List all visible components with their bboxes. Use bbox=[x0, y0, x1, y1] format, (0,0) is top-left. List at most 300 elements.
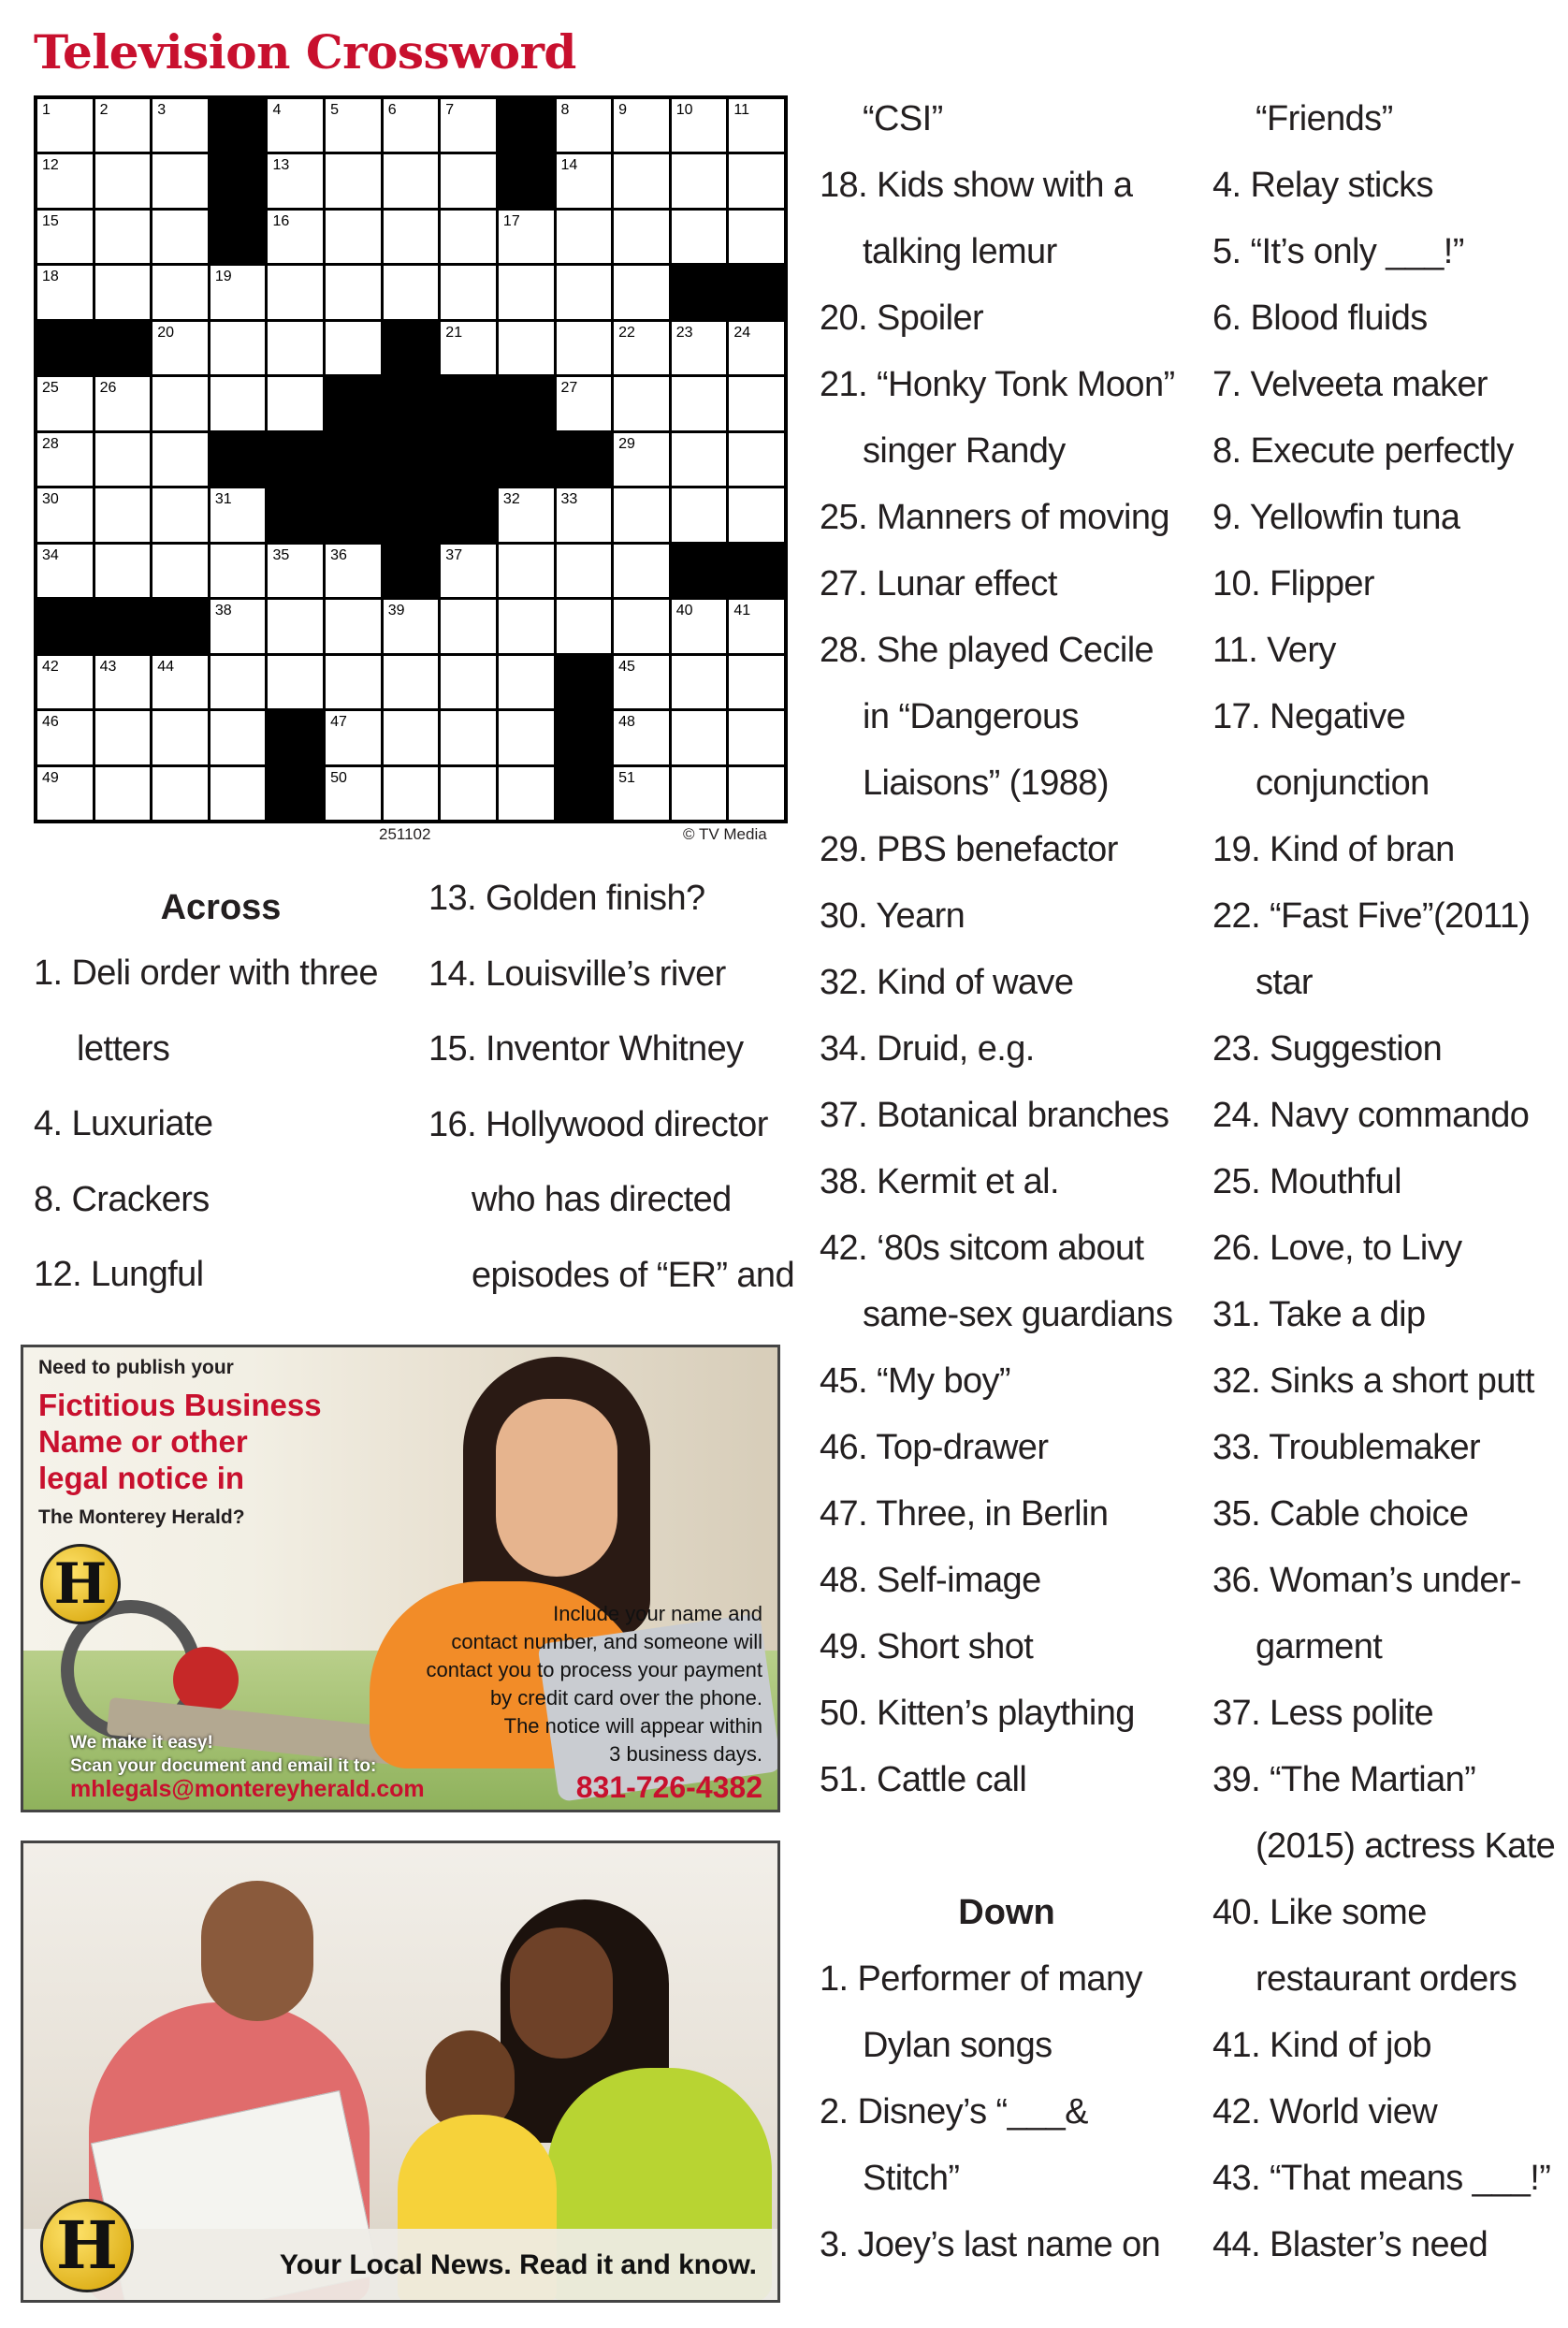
grid-cell[interactable] bbox=[37, 154, 93, 207]
grid-cell[interactable] bbox=[37, 377, 93, 429]
clue-line bbox=[820, 684, 1194, 750]
clue-line bbox=[820, 219, 1194, 285]
cell-number: 45 bbox=[618, 658, 635, 675]
clue-line bbox=[34, 1011, 408, 1087]
grid-cell[interactable] bbox=[211, 322, 266, 374]
grid-cell[interactable] bbox=[384, 99, 439, 152]
grid-cell[interactable] bbox=[95, 545, 151, 597]
clue-line bbox=[820, 1215, 1194, 1282]
puzzle-credit: © TV Media bbox=[683, 825, 767, 843]
clue-text: 41. Kind of job bbox=[1212, 2026, 1431, 2065]
grid-cell[interactable] bbox=[95, 99, 151, 152]
grid-cell-black bbox=[557, 433, 612, 486]
grid-cell[interactable] bbox=[614, 711, 669, 764]
grid-cell[interactable] bbox=[268, 211, 323, 263]
grid-cell[interactable] bbox=[326, 99, 381, 152]
clue-line bbox=[820, 1149, 1194, 1215]
grid-cell[interactable] bbox=[211, 767, 266, 820]
clue-line bbox=[1212, 1481, 1568, 1548]
clue-line bbox=[1212, 1813, 1568, 1880]
clue-line bbox=[1212, 1747, 1568, 1813]
grid-cell[interactable] bbox=[268, 377, 323, 429]
cell-number: 27 bbox=[560, 380, 578, 397]
grid-cell[interactable] bbox=[729, 600, 784, 652]
grid-cell-black bbox=[152, 600, 208, 652]
clue-text: 32. Sinks a short putt bbox=[1212, 1361, 1534, 1401]
clue-text: 50. Kitten’s plaything bbox=[820, 1694, 1135, 1733]
grid-cell[interactable] bbox=[672, 154, 727, 207]
clue-text: 42. World view bbox=[1212, 2092, 1438, 2132]
grid-cell[interactable] bbox=[499, 266, 554, 318]
cell-number: 44 bbox=[157, 658, 175, 675]
clue-line bbox=[820, 1083, 1194, 1149]
woman-face-illustration bbox=[510, 1928, 613, 2059]
clue-text: 31. Take a dip bbox=[1212, 1295, 1426, 1334]
grid-cell[interactable] bbox=[37, 211, 93, 263]
cell-number: 37 bbox=[445, 546, 463, 563]
ad-tagline: Your Local News. Read it and know. bbox=[279, 2249, 757, 2280]
clue-text: 40. Like some bbox=[1212, 1893, 1427, 1932]
clue-text: 37. Less polite bbox=[1212, 1694, 1434, 1733]
grid-cell-black bbox=[268, 488, 323, 541]
cell-number: 17 bbox=[502, 212, 520, 229]
grid-cell[interactable] bbox=[152, 656, 208, 708]
clue-line bbox=[1212, 1946, 1568, 2013]
grid-cell[interactable] bbox=[268, 600, 323, 652]
cell-number: 29 bbox=[618, 435, 635, 452]
grid-cell[interactable] bbox=[441, 99, 496, 152]
clue-text: 33. Troublemaker bbox=[1212, 1428, 1481, 1467]
clue-line bbox=[1212, 750, 1568, 817]
grid-cell[interactable] bbox=[326, 656, 381, 708]
clue-text: 4. Relay sticks bbox=[1212, 166, 1433, 205]
cell-number: 18 bbox=[42, 269, 59, 285]
clue-text: Stitch” bbox=[863, 2159, 960, 2198]
grid-cell[interactable] bbox=[441, 600, 496, 652]
grid-cell-black bbox=[557, 711, 612, 764]
clue-line bbox=[1212, 1614, 1568, 1681]
grid-cell[interactable] bbox=[326, 545, 381, 597]
clue-text: talking lemur bbox=[863, 232, 1057, 271]
grid-cell[interactable] bbox=[441, 154, 496, 207]
cell-number: 24 bbox=[733, 324, 751, 341]
grid-cell[interactable] bbox=[614, 488, 669, 541]
grid-cell[interactable] bbox=[557, 545, 612, 597]
grid-cell[interactable] bbox=[441, 767, 496, 820]
clue-line bbox=[428, 861, 803, 937]
clue-text: 47. Three, in Berlin bbox=[820, 1494, 1109, 1534]
cell-number: 22 bbox=[618, 324, 635, 341]
grid-cell[interactable] bbox=[152, 322, 208, 374]
grid-cell-black bbox=[384, 322, 439, 374]
clue-text: 9. Yellowfin tuna bbox=[1212, 498, 1460, 537]
clue-text: 44. Blaster’s need bbox=[1212, 2225, 1488, 2264]
grid-cell-black bbox=[672, 545, 727, 597]
grid-cell[interactable] bbox=[672, 377, 727, 429]
cell-number: 5 bbox=[330, 102, 339, 118]
down-column-4 bbox=[1212, 86, 1568, 2278]
grid-cell-black bbox=[37, 600, 93, 652]
cell-number: 25 bbox=[42, 380, 59, 397]
grid-cell[interactable] bbox=[499, 211, 554, 263]
cell-number: 7 bbox=[445, 102, 455, 118]
grid-cell[interactable] bbox=[152, 154, 208, 207]
grid-cell[interactable] bbox=[95, 377, 151, 429]
clue-line bbox=[1212, 352, 1568, 418]
clue-line bbox=[820, 817, 1194, 883]
grid-cell-black bbox=[384, 488, 439, 541]
grid-cell[interactable] bbox=[614, 211, 669, 263]
grid-cell-black bbox=[441, 488, 496, 541]
grid-cell[interactable] bbox=[211, 545, 266, 597]
clue-line bbox=[1212, 1282, 1568, 1348]
grid-cell[interactable] bbox=[384, 266, 439, 318]
clue-line bbox=[1212, 1880, 1568, 1946]
clue-text: 51. Cattle call bbox=[820, 1760, 1027, 1799]
clue-line bbox=[1212, 950, 1568, 1016]
grid-cell[interactable] bbox=[557, 377, 612, 429]
grid-cell[interactable] bbox=[614, 767, 669, 820]
grid-cell-black bbox=[499, 377, 554, 429]
grid-cell[interactable] bbox=[384, 656, 439, 708]
grid-cell[interactable] bbox=[326, 266, 381, 318]
grid-cell-black bbox=[326, 433, 381, 486]
grid-cell[interactable] bbox=[729, 322, 784, 374]
grid-cell[interactable] bbox=[211, 711, 266, 764]
clue-line bbox=[428, 937, 803, 1012]
clue-text: singer Randy bbox=[863, 431, 1066, 471]
grid-cell[interactable] bbox=[614, 377, 669, 429]
grid-cell[interactable] bbox=[672, 767, 727, 820]
cell-number: 10 bbox=[675, 102, 693, 118]
grid-cell[interactable] bbox=[326, 711, 381, 764]
grid-cell[interactable] bbox=[499, 767, 554, 820]
grid-cell[interactable] bbox=[672, 711, 727, 764]
grid-cell[interactable] bbox=[729, 711, 784, 764]
clue-text: 15. Inventor Whitney bbox=[428, 1029, 744, 1069]
grid-cell[interactable] bbox=[499, 656, 554, 708]
cell-number: 41 bbox=[733, 603, 751, 619]
clue-text: 25. Mouthful bbox=[1212, 1162, 1401, 1201]
grid-cell[interactable] bbox=[384, 600, 439, 652]
clue-text: episodes of “ER” and bbox=[472, 1255, 794, 1295]
clue-line bbox=[820, 1681, 1194, 1747]
clue-text: 14. Louisville’s river bbox=[428, 953, 726, 994]
grid-cell[interactable] bbox=[37, 767, 93, 820]
page-title: Television Crossword bbox=[34, 24, 576, 80]
grid-cell[interactable] bbox=[441, 656, 496, 708]
grid-cell[interactable] bbox=[499, 600, 554, 652]
grid-cell[interactable] bbox=[557, 211, 612, 263]
clue-line bbox=[820, 285, 1194, 352]
ad-phone-number[interactable]: 831-726-4382 bbox=[575, 1770, 762, 1804]
grid-cell[interactable] bbox=[672, 656, 727, 708]
crossword-grid[interactable] bbox=[34, 95, 788, 823]
grid-cell[interactable] bbox=[37, 99, 93, 152]
grid-cell[interactable] bbox=[614, 322, 669, 374]
cell-number: 16 bbox=[272, 212, 290, 229]
grid-cell[interactable] bbox=[211, 377, 266, 429]
cell-number: 2 bbox=[99, 102, 109, 118]
grid-cell[interactable] bbox=[499, 322, 554, 374]
grid-cell[interactable] bbox=[672, 488, 727, 541]
clue-text: 20. Spoiler bbox=[820, 298, 984, 338]
grid-cell[interactable] bbox=[614, 545, 669, 597]
clue-text: Liaisons” (1988) bbox=[863, 764, 1109, 803]
grid-cell[interactable] bbox=[95, 211, 151, 263]
grid-cell[interactable] bbox=[95, 154, 151, 207]
grid-cell[interactable] bbox=[441, 322, 496, 374]
grid-cell[interactable] bbox=[729, 656, 784, 708]
clue-text: 7. Velveeta maker bbox=[1212, 365, 1488, 404]
clue-line bbox=[1212, 485, 1568, 551]
grid-cell[interactable] bbox=[729, 211, 784, 263]
grid-cell[interactable] bbox=[326, 600, 381, 652]
grid-cell[interactable] bbox=[557, 322, 612, 374]
clue-text: 38. Kermit et al. bbox=[820, 1162, 1059, 1201]
grid-cell-black bbox=[384, 433, 439, 486]
clue-text: 11. Very bbox=[1212, 631, 1336, 670]
grid-cell[interactable] bbox=[614, 656, 669, 708]
clue-line bbox=[1212, 817, 1568, 883]
grid-cell[interactable] bbox=[557, 488, 612, 541]
grid-cell[interactable] bbox=[152, 99, 208, 152]
grid-cell-black bbox=[211, 433, 266, 486]
cell-number: 50 bbox=[330, 769, 347, 786]
clue-text: 42. ‘80s sitcom about bbox=[820, 1229, 1144, 1268]
cell-number: 1 bbox=[42, 102, 51, 118]
herald-logo-icon: H bbox=[40, 1544, 121, 1624]
grid-cell[interactable] bbox=[95, 433, 151, 486]
grid-cell[interactable] bbox=[729, 99, 784, 152]
grid-cell[interactable] bbox=[729, 767, 784, 820]
clue-text: 16. Hollywood director bbox=[428, 1104, 768, 1144]
grid-cell[interactable] bbox=[672, 211, 727, 263]
clue-text: 17. Negative bbox=[1212, 697, 1406, 736]
grid-cell-black bbox=[37, 322, 93, 374]
grid-cell[interactable] bbox=[268, 545, 323, 597]
cell-number: 4 bbox=[272, 102, 282, 118]
grid-cell[interactable] bbox=[37, 266, 93, 318]
grid-cell[interactable] bbox=[614, 99, 669, 152]
grid-cell[interactable] bbox=[37, 711, 93, 764]
clue-line bbox=[820, 2079, 1194, 2146]
cell-number: 38 bbox=[214, 603, 232, 619]
grid-cell[interactable] bbox=[729, 488, 784, 541]
grid-cell[interactable] bbox=[152, 488, 208, 541]
clue-text: 10. Flipper bbox=[1212, 564, 1374, 604]
cell-number: 8 bbox=[560, 102, 570, 118]
clue-text: who has directed bbox=[472, 1180, 732, 1219]
grid-cell[interactable] bbox=[614, 600, 669, 652]
grid-cell[interactable] bbox=[268, 656, 323, 708]
cell-number: 49 bbox=[42, 769, 59, 786]
grid-cell[interactable] bbox=[384, 211, 439, 263]
grid-cell-black bbox=[211, 99, 266, 152]
grid-cell[interactable] bbox=[326, 211, 381, 263]
grid-cell-black bbox=[499, 433, 554, 486]
grid-cell[interactable] bbox=[384, 711, 439, 764]
puzzle-code: 251102 bbox=[379, 825, 431, 843]
clue-line bbox=[34, 936, 408, 1011]
clue-line bbox=[820, 1747, 1194, 1813]
cell-number: 3 bbox=[157, 102, 167, 118]
grid-cell[interactable] bbox=[152, 377, 208, 429]
grid-cell[interactable] bbox=[95, 711, 151, 764]
grid-cell[interactable] bbox=[37, 545, 93, 597]
grid-cell[interactable] bbox=[152, 711, 208, 764]
grid-cell[interactable] bbox=[95, 656, 151, 708]
grid-cell-black bbox=[557, 656, 612, 708]
clue-line bbox=[820, 750, 1194, 817]
clue-line bbox=[1212, 684, 1568, 750]
clue-line bbox=[820, 1946, 1194, 2013]
clue-text: 45. “My boy” bbox=[820, 1361, 1010, 1401]
cell-number: 15 bbox=[42, 212, 59, 229]
grid-cell[interactable] bbox=[441, 711, 496, 764]
clue-text: 48. Self-image bbox=[820, 1561, 1041, 1600]
grid-cell-black bbox=[326, 377, 381, 429]
clue-text: 49. Short shot bbox=[820, 1627, 1034, 1666]
grid-cell[interactable] bbox=[441, 211, 496, 263]
clue-line bbox=[1212, 1681, 1568, 1747]
clue-text: in “Dangerous bbox=[863, 697, 1079, 736]
cell-number: 39 bbox=[387, 603, 405, 619]
grid-cell[interactable] bbox=[672, 433, 727, 486]
cell-number: 34 bbox=[42, 546, 59, 563]
cell-number: 9 bbox=[618, 102, 628, 118]
clue-text: 6. Blood fluids bbox=[1212, 298, 1428, 338]
clue-line bbox=[820, 1481, 1194, 1548]
grid-cell[interactable] bbox=[384, 767, 439, 820]
grid-cell[interactable] bbox=[441, 266, 496, 318]
grid-cell[interactable] bbox=[211, 488, 266, 541]
grid-cell[interactable] bbox=[268, 322, 323, 374]
grid-cell[interactable] bbox=[557, 600, 612, 652]
clue-text: garment bbox=[1256, 1627, 1383, 1666]
clue-text: 19. Kind of bran bbox=[1212, 830, 1455, 869]
clue-text: 29. PBS benefactor bbox=[820, 830, 1118, 869]
grid-cell[interactable] bbox=[672, 99, 727, 152]
clue-text: 2. Disney’s “___& bbox=[820, 2092, 1088, 2132]
cell-number: 33 bbox=[560, 491, 578, 508]
grid-cell[interactable] bbox=[211, 656, 266, 708]
grid-cell[interactable] bbox=[672, 322, 727, 374]
grid-cell[interactable] bbox=[268, 266, 323, 318]
headphone-cup-illustration bbox=[173, 1647, 239, 1712]
grid-cell[interactable] bbox=[268, 99, 323, 152]
cell-number: 19 bbox=[214, 269, 232, 285]
clue-line bbox=[1212, 1016, 1568, 1083]
grid-cell[interactable] bbox=[326, 322, 381, 374]
clue-text: 27. Lunar effect bbox=[820, 564, 1057, 604]
clue-text: 46. Top-drawer bbox=[820, 1428, 1049, 1467]
clue-text: 12. Lungful bbox=[34, 1255, 204, 1294]
grid-cell[interactable] bbox=[211, 266, 266, 318]
ad-email-link[interactable]: mhlegals@montereyherald.com bbox=[70, 1776, 425, 1802]
legal-notice-ad[interactable] bbox=[21, 1345, 780, 1812]
grid-cell[interactable] bbox=[557, 154, 612, 207]
grid-cell[interactable] bbox=[499, 545, 554, 597]
clue-line bbox=[1212, 153, 1568, 219]
clue-text: Dylan songs bbox=[863, 2026, 1053, 2065]
grid-cell[interactable] bbox=[557, 99, 612, 152]
grid-cell-black bbox=[729, 545, 784, 597]
grid-cell[interactable] bbox=[95, 488, 151, 541]
grid-cell-black bbox=[441, 433, 496, 486]
grid-cell[interactable] bbox=[672, 600, 727, 652]
grid-cell[interactable] bbox=[326, 154, 381, 207]
grid-cell[interactable] bbox=[384, 154, 439, 207]
clue-line bbox=[820, 1415, 1194, 1481]
grid-cell[interactable] bbox=[37, 433, 93, 486]
grid-cell[interactable] bbox=[152, 767, 208, 820]
clue-line bbox=[1212, 418, 1568, 485]
clue-line bbox=[1212, 2013, 1568, 2079]
cell-number: 20 bbox=[157, 324, 175, 341]
grid-cell[interactable] bbox=[152, 211, 208, 263]
grid-cell[interactable] bbox=[95, 266, 151, 318]
clue-text: 35. Cable choice bbox=[1212, 1494, 1469, 1534]
woman-face-illustration bbox=[496, 1399, 617, 1577]
cell-number: 32 bbox=[502, 491, 520, 508]
grid-cell[interactable] bbox=[499, 711, 554, 764]
clue-line bbox=[1212, 285, 1568, 352]
clue-text: 4. Luxuriate bbox=[34, 1104, 213, 1143]
clue-text: 32. Kind of wave bbox=[820, 963, 1074, 1002]
grid-cell[interactable] bbox=[37, 656, 93, 708]
ad-easy-text: We make it easy! Scan your document and email it to: bbox=[70, 1733, 377, 1776]
grid-cell[interactable] bbox=[614, 154, 669, 207]
clue-line bbox=[820, 153, 1194, 219]
cell-number: 13 bbox=[272, 157, 290, 174]
cell-number: 40 bbox=[675, 603, 693, 619]
grid-cell[interactable] bbox=[729, 433, 784, 486]
grid-cell[interactable] bbox=[152, 545, 208, 597]
grid-cell[interactable] bbox=[441, 545, 496, 597]
clue-line bbox=[1212, 1149, 1568, 1215]
clue-line bbox=[820, 2013, 1194, 2079]
grid-cell[interactable] bbox=[37, 488, 93, 541]
grid-cell[interactable] bbox=[729, 377, 784, 429]
grid-cell-black bbox=[268, 433, 323, 486]
grid-cell[interactable] bbox=[729, 154, 784, 207]
clue-line bbox=[820, 352, 1194, 418]
grid-cell[interactable] bbox=[557, 266, 612, 318]
ad-publication: The Monterey Herald? bbox=[38, 1506, 245, 1528]
clue-line bbox=[820, 618, 1194, 684]
grid-cell[interactable] bbox=[95, 767, 151, 820]
grid-cell[interactable] bbox=[152, 266, 208, 318]
grid-cell[interactable] bbox=[326, 767, 381, 820]
clue-line bbox=[428, 1238, 803, 1314]
clue-text: 23. Suggestion bbox=[1212, 1029, 1443, 1069]
grid-cell-black bbox=[268, 767, 323, 820]
grid-cell[interactable] bbox=[614, 433, 669, 486]
across-column-1 bbox=[34, 880, 408, 1313]
grid-cell-black bbox=[384, 377, 439, 429]
grid-cell[interactable] bbox=[268, 154, 323, 207]
clue-text: (2015) actress Kate bbox=[1256, 1826, 1556, 1866]
grid-cell[interactable] bbox=[614, 266, 669, 318]
grid-cell[interactable] bbox=[499, 488, 554, 541]
grid-cell[interactable] bbox=[152, 433, 208, 486]
local-news-ad[interactable] bbox=[21, 1841, 780, 2303]
herald-logo-icon: H bbox=[40, 2199, 134, 2292]
clue-line bbox=[1212, 1215, 1568, 1282]
grid-cell[interactable] bbox=[211, 600, 266, 652]
clue-line bbox=[820, 1548, 1194, 1614]
